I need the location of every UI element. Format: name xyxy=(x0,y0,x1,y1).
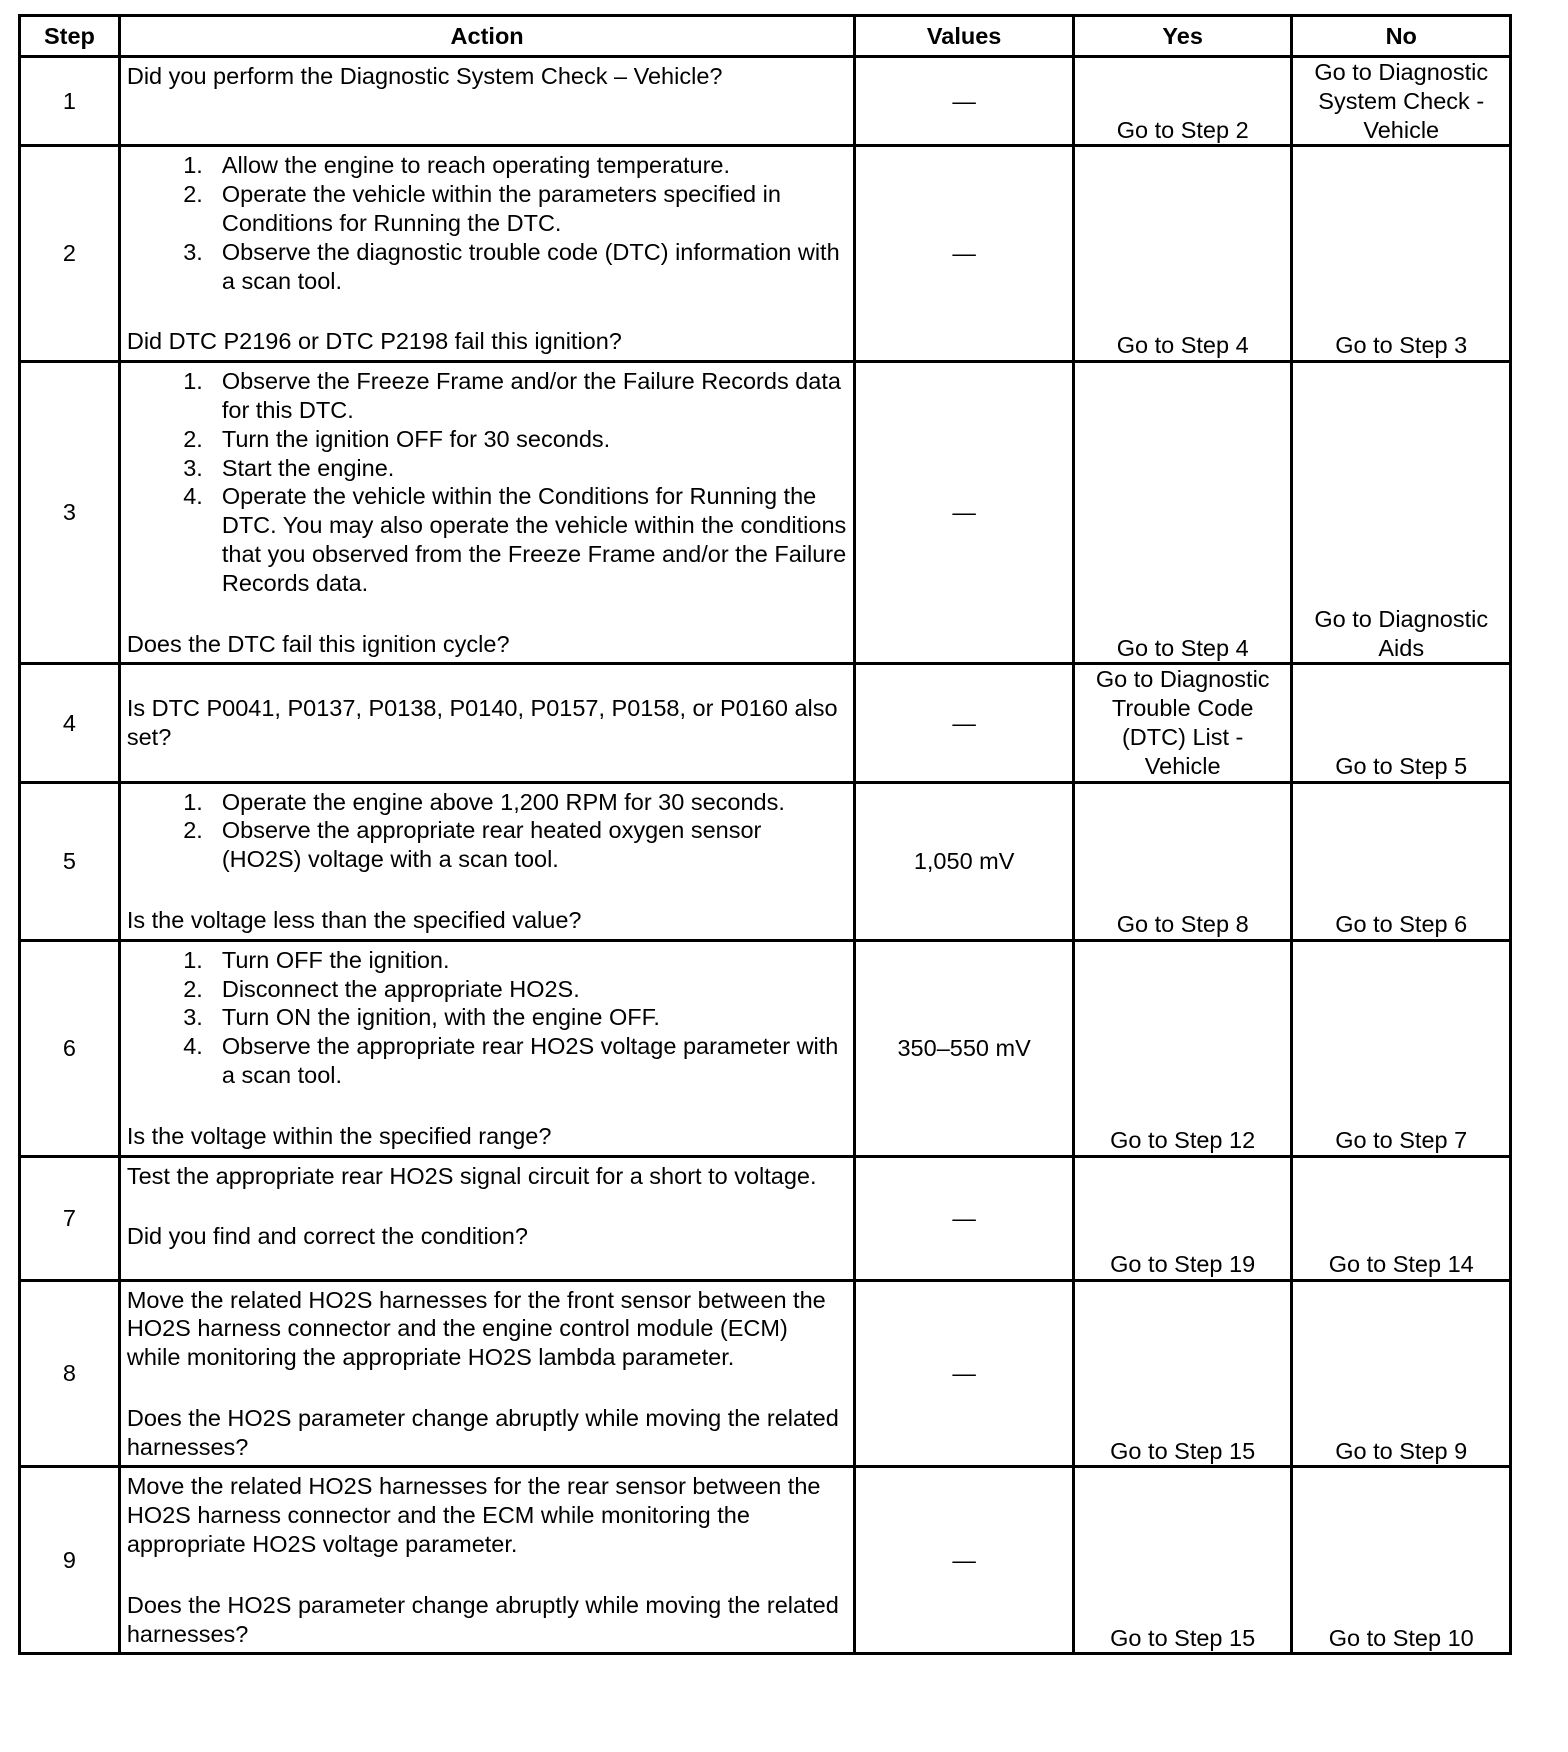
action-question: Is the voltage within the specified range? xyxy=(126,1122,552,1149)
step-number: 4 xyxy=(20,664,120,782)
action-step: 2. Operate the vehicle within the parameters specified in Conditions for Running the DTC. xyxy=(183,181,781,236)
yes-cell: Go to Step 12 xyxy=(1073,940,1292,1156)
action-question: Did DTC P2196 or DTC P2198 fail this ignition? xyxy=(126,328,622,355)
action-question: Does the DTC fail this ignition cycle? xyxy=(126,630,510,657)
step-number: 1 xyxy=(20,57,120,146)
action-cell xyxy=(119,1467,855,1654)
action-step: 2. Disconnect the appropriate HO2S. xyxy=(183,975,580,1002)
action-text: Test the appropriate rear HO2S signal circuit for a short to voltage. xyxy=(126,1162,817,1189)
no-cell: Go to Diagnostic Aids xyxy=(1292,362,1511,664)
step-number: 2 xyxy=(20,146,120,362)
table-row xyxy=(20,1280,1511,1467)
value-cell: 350–550 mV xyxy=(855,940,1074,1156)
action-step: 1. Allow the engine to reach operating temperature. xyxy=(183,152,731,179)
table-row xyxy=(20,1156,1511,1280)
yes-cell: Go to Step 15 xyxy=(1073,1280,1292,1467)
step-number: 7 xyxy=(20,1156,120,1280)
no-cell: Go to Step 14 xyxy=(1292,1156,1511,1280)
value-cell: — xyxy=(855,664,1074,782)
action-step: 2. Turn the ignition OFF for 30 seconds. xyxy=(183,425,611,452)
step-number: 9 xyxy=(20,1467,120,1654)
action-cell xyxy=(119,146,855,362)
step-number: 5 xyxy=(20,782,120,940)
yes-cell: Go to Step 19 xyxy=(1073,1156,1292,1280)
action-question: Did you perform the Diagnostic System Check – Vehicle? xyxy=(126,63,723,89)
header-step: Step xyxy=(20,16,120,57)
value-cell: — xyxy=(855,1280,1074,1467)
diagnostic-table-sheet xyxy=(18,14,1512,1655)
action-cell xyxy=(119,362,855,664)
yes-cell: Go to Diagnostic Trouble Code (DTC) List - Vehicle xyxy=(1073,664,1292,782)
yes-cell: Go to Step 15 xyxy=(1073,1467,1292,1654)
value-cell: — xyxy=(855,146,1074,362)
table-row xyxy=(20,664,1511,782)
action-step: 3. Observe the diagnostic trouble code (DTC) information with a scan tool. xyxy=(183,238,840,294)
action-question: Did you find and correct the condition? xyxy=(126,1223,528,1250)
action-step: 1. Operate the engine above 1,200 RPM for 30 seconds. xyxy=(183,788,785,815)
action-step: 2. Observe the appropriate rear heated oxygen sensor (HO2S) voltage with a scan tool. xyxy=(183,817,762,873)
action-steps-list xyxy=(127,367,848,597)
action-steps-list xyxy=(127,151,848,295)
step-number: 8 xyxy=(20,1280,120,1467)
no-cell: Go to Step 6 xyxy=(1292,782,1511,940)
value-cell: — xyxy=(855,1467,1074,1654)
action-text: Move the related HO2S harnesses for the front sensor between the HO2S harness connector and the engine control module (ECM) while monitoring the appropriate HO2S lambda parameter. xyxy=(126,1286,826,1371)
no-cell: Go to Step 3 xyxy=(1292,146,1511,362)
header-action: Action xyxy=(119,16,855,57)
no-cell: Go to Step 9 xyxy=(1292,1280,1511,1467)
yes-cell: Go to Step 2 xyxy=(1073,57,1292,146)
table-row xyxy=(20,782,1511,940)
action-question: Is the voltage less than the specified value? xyxy=(126,906,582,933)
action-cell xyxy=(119,664,855,782)
action-question: Does the HO2S parameter change abruptly while moving the related harnesses? xyxy=(126,1404,839,1460)
value-cell: 1,050 mV xyxy=(855,782,1074,940)
action-cell xyxy=(119,1156,855,1280)
header-no: No xyxy=(1292,16,1511,57)
action-steps-list xyxy=(127,946,848,1090)
table-row xyxy=(20,362,1511,664)
action-cell xyxy=(119,1280,855,1467)
value-cell: — xyxy=(855,57,1074,146)
header-values: Values xyxy=(855,16,1074,57)
step-number: 3 xyxy=(20,362,120,664)
action-step: 1. Turn OFF the ignition. xyxy=(183,946,450,973)
value-cell: — xyxy=(855,1156,1074,1280)
table-row xyxy=(20,57,1511,146)
header-row xyxy=(20,16,1511,57)
action-steps-list xyxy=(127,788,848,874)
step-number: 6 xyxy=(20,940,120,1156)
diagnostic-table xyxy=(18,14,1512,1655)
action-step: 3. Start the engine. xyxy=(183,454,395,481)
yes-cell: Go to Step 4 xyxy=(1073,362,1292,664)
yes-cell: Go to Step 4 xyxy=(1073,146,1292,362)
action-question: Does the HO2S parameter change abruptly while moving the related harnesses? xyxy=(126,1591,839,1647)
table-row xyxy=(20,940,1511,1156)
no-cell: Go to Step 5 xyxy=(1292,664,1511,782)
no-cell: Go to Diagnostic System Check - Vehicle xyxy=(1292,57,1511,146)
action-step: 4. Observe the appropriate rear HO2S voltage parameter with a scan tool. xyxy=(183,1033,839,1088)
no-cell: Go to Step 7 xyxy=(1292,940,1511,1156)
value-cell: — xyxy=(855,362,1074,664)
yes-cell: Go to Step 8 xyxy=(1073,782,1292,940)
action-cell xyxy=(119,782,855,940)
table-row xyxy=(20,1467,1511,1654)
action-step: 3. Turn ON the ignition, with the engine OFF. xyxy=(183,1004,660,1031)
action-cell xyxy=(119,57,855,146)
table-row xyxy=(20,146,1511,362)
action-text: Move the related HO2S harnesses for the rear sensor between the HO2S harness connector and the ECM while monitoring the appropriate HO2S voltage parameter. xyxy=(126,1473,821,1558)
action-step: 1. Observe the Freeze Frame and/or the Failure Records data for this DTC. xyxy=(183,368,841,423)
action-cell xyxy=(119,940,855,1156)
header-yes: Yes xyxy=(1073,16,1292,57)
action-question: Is DTC P0041, P0137, P0138, P0140, P0157, P0158, or P0160 also set? xyxy=(126,695,838,750)
action-step: 4. Operate the vehicle within the Conditions for Running the DTC. You may also operate the vehicle within the conditions that you observed from the Freeze Frame and/or the Failure Records data. xyxy=(183,483,847,596)
no-cell: Go to Step 10 xyxy=(1292,1467,1511,1654)
